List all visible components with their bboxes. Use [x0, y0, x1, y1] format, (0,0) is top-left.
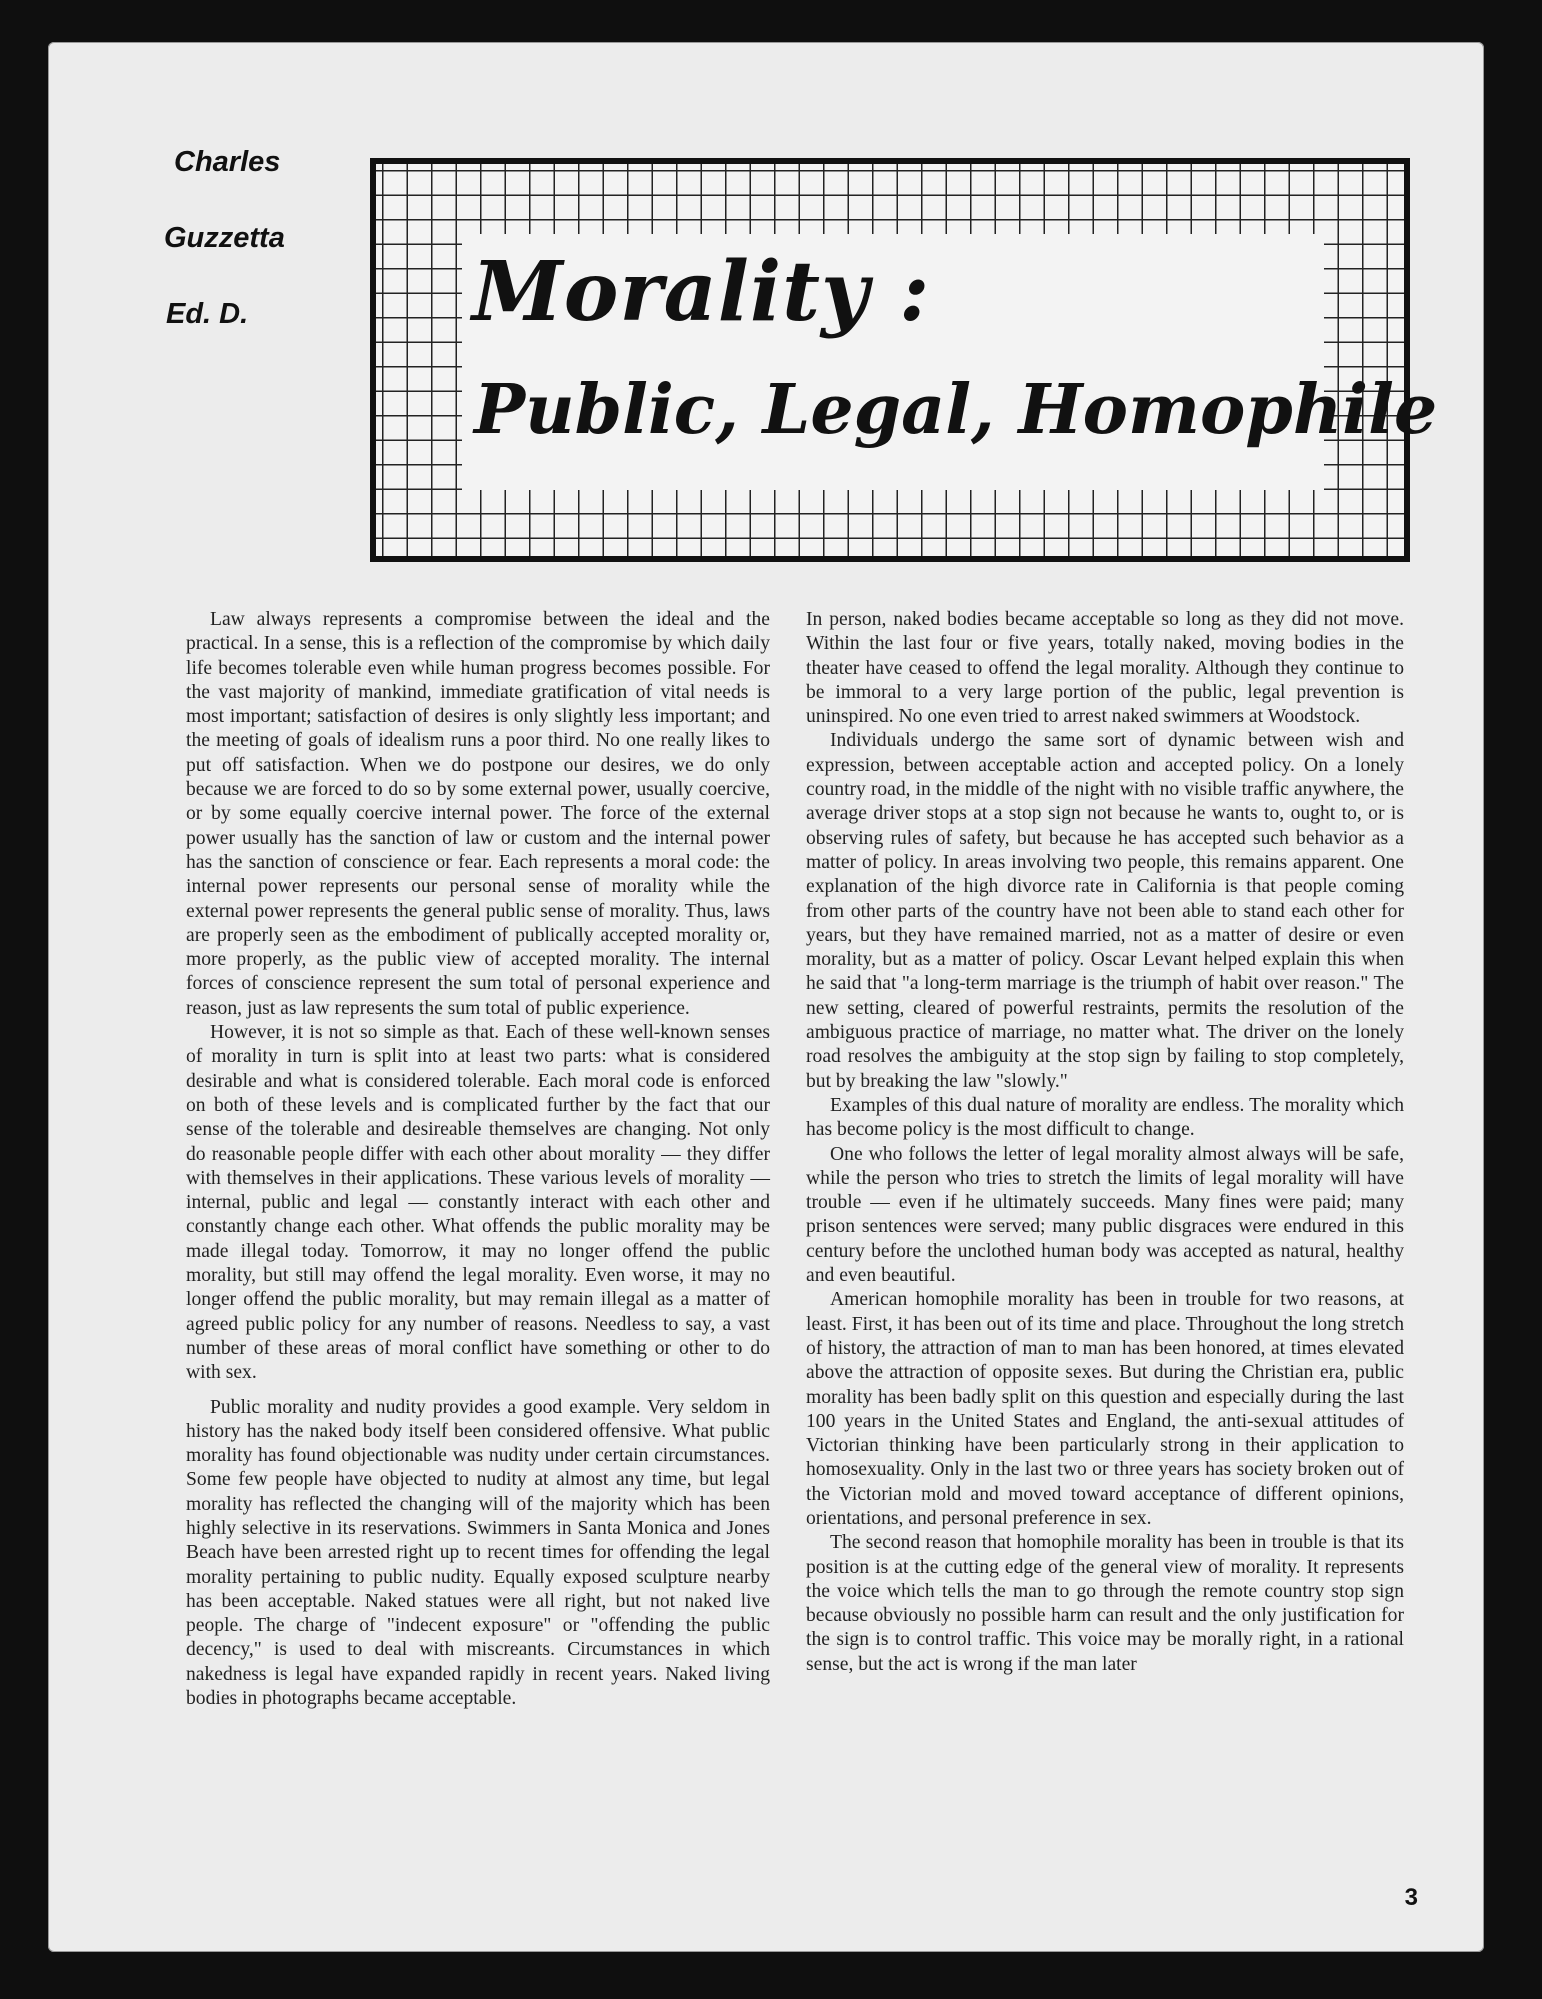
- paragraph: The second reason that homophile morality has been in trouble is that its position is at the cutting edge of the general view of morality. It represents the voice which tells the man to go through the remote country stop sign because obviously no possible harm can result and the only justification for the sign is to control traffic. This voice may be morally right, in a rational sense, but the act is wrong if the man later: [806, 1532, 1404, 1675]
- paragraph: However, it is not so simple as that. Each of these well-known senses of morality in turn is split into at least two parts: what is considered desirable and what is considered tolerable. Each moral code is enforced on both of these levels and is complicated further by the fact that our sense of the tolerable and desireable themselves are changing. Not only do reasonable people differ with each other about morality — they differ with themselves in their applications. These various levels of morality — internal, public and legal — constantly interact with each other and constantly change each other. What offends the public morality may be made illegal today. Tomorrow, it may no longer offend the public morality, but still may offend the legal morality. Even worse, it may no longer offend the public morality, but may remain illegal as a matter of agreed public policy for any number of reasons. Needless to say, a vast number of these areas of moral conflict have something or other to do with sex.: [186, 1022, 770, 1384]
- author-last-name: Guzzetta: [164, 222, 285, 254]
- title-grid-box: [370, 158, 1438, 562]
- paragraph: Public morality and nudity provides a good example. Very seldom in history has the naked body itself been considered offensive. What public morality has found objectionable was nudity under certain circumstances. Some few people have objected to nudity at almost any time, but legal morality has reflected the changing will of the majority which has been highly selective in its reservations. Swimmers in Santa Monica and Jones Beach have been arrested right up to recent times for offending the legal morality pertaining to public nudity. Equally exposed sculpture nearby has been acceptable. Naked statues were all right, but not naked live people. The charge of "indecent exposure" or "offending the public decency," is used to deal with miscreants. Circumstances in which nakedness is legal have expanded rapidly in recent years. Naked living bodies in photographs became acceptable.: [186, 1396, 770, 1710]
- paragraph: In person, naked bodies became acceptable so long as they did not move. Within the last four or five years, totally naked, moving bodies in the theater have ceased to offend the legal morality. Although they continue to be immoral to a very large portion of the public, legal prevention is uninspired. No one even tried to arrest naked swimmers at Woodstock.: [806, 609, 1404, 728]
- left-text-column: [186, 608, 770, 1711]
- author-first-name: Charles: [174, 146, 281, 178]
- article-subtitle: Public, Legal, Homophile: [474, 370, 1438, 450]
- title-panel: [462, 234, 1438, 490]
- paragraph: Individuals undergo the same sort of dynamic between wish and expression, between acceptable action and accepted policy. On a lonely country road, in the middle of the night with no visible traffic anywhere, the average driver stops at a stop sign not because he wants to, ought to, or is observing rules of safety, but because he has accepted such behavior as a matter of policy. In areas involving two people, this remains apparent. One explanation of the high divorce rate in California is that people coming from other parts of the country have not been able to stand each other for years, but they have remained married, not as a matter of desire or even morality, but as a matter of policy. Oscar Levant helped explain this when he said that "a long-term marriage is the triumph of habit over reason." The new setting, cleared of powerful restraints, permits the resolution of the ambiguous practice of marriage, no matter what. The driver on the lonely road resolves the ambiguity at the stop sign by failing to stop completely, but by breaking the law "slowly.": [806, 730, 1404, 1092]
- paragraph: Examples of this dual nature of morality are endless. The morality which has become policy is the most difficult to change.: [806, 1094, 1404, 1141]
- paragraph: Law always represents a compromise between the ideal and the practical. In a sense, this is a reflection of the compromise by which daily life becomes tolerable even while human progress becomes possible. For the vast majority of mankind, immediate gratification of vital needs is most important; satisfaction of desires is only slightly less important; and the meeting of goals of idealism runs a poor third. No one really likes to put off satisfaction. When we do postpone our desires, we do only because we are forced to do so by some external power, usually coercive, or by some equally coercive internal power. The force of the external power usually has the sanction of law or custom and the internal power has the sanction of conscience or fear. Each represents a moral code: the internal power represents our personal sense of morality while the external power represents the general public sense of morality. Thus, laws are properly seen as the embodiment of publically accepted morality or, more properly, as the public view of accepted morality. The internal forces of conscience represent the sum total of personal experience and reason, just as law represents the sum total of public experience.: [186, 609, 770, 1019]
- article-title: Morality :: [472, 244, 931, 340]
- magazine-page: [48, 42, 1484, 1952]
- paragraph: One who follows the letter of legal morality almost always will be safe, while the person who tries to stretch the limits of legal morality will have trouble — even if he ultimately succeeds. Many fines were paid; many prison sentences were served; many public disgraces were endured in this century before the unclothed human body was accepted as natural, healthy and even beautiful.: [806, 1143, 1404, 1287]
- page-number: 3: [1404, 1884, 1418, 1911]
- paragraph: American homophile morality has been in trouble for two reasons, at least. First, it has been out of its time and place. Throughout the long stretch of history, the attraction of man to man has been honored, at times elevated above the attraction of opposite sexes. But during the Christian era, public morality has been badly split on this question and especially during the last 100 years in the United States and England, the anti-sexual attitudes of Victorian thinking have been particularly strong in their application to homosexuality. Only in the last two or three years has society broken out of the Victorian mold and moved toward acceptance of different opinions, orientations, and personal preference in sex.: [806, 1289, 1404, 1529]
- right-text-column: [806, 608, 1404, 1677]
- author-degree: Ed. D.: [166, 298, 249, 330]
